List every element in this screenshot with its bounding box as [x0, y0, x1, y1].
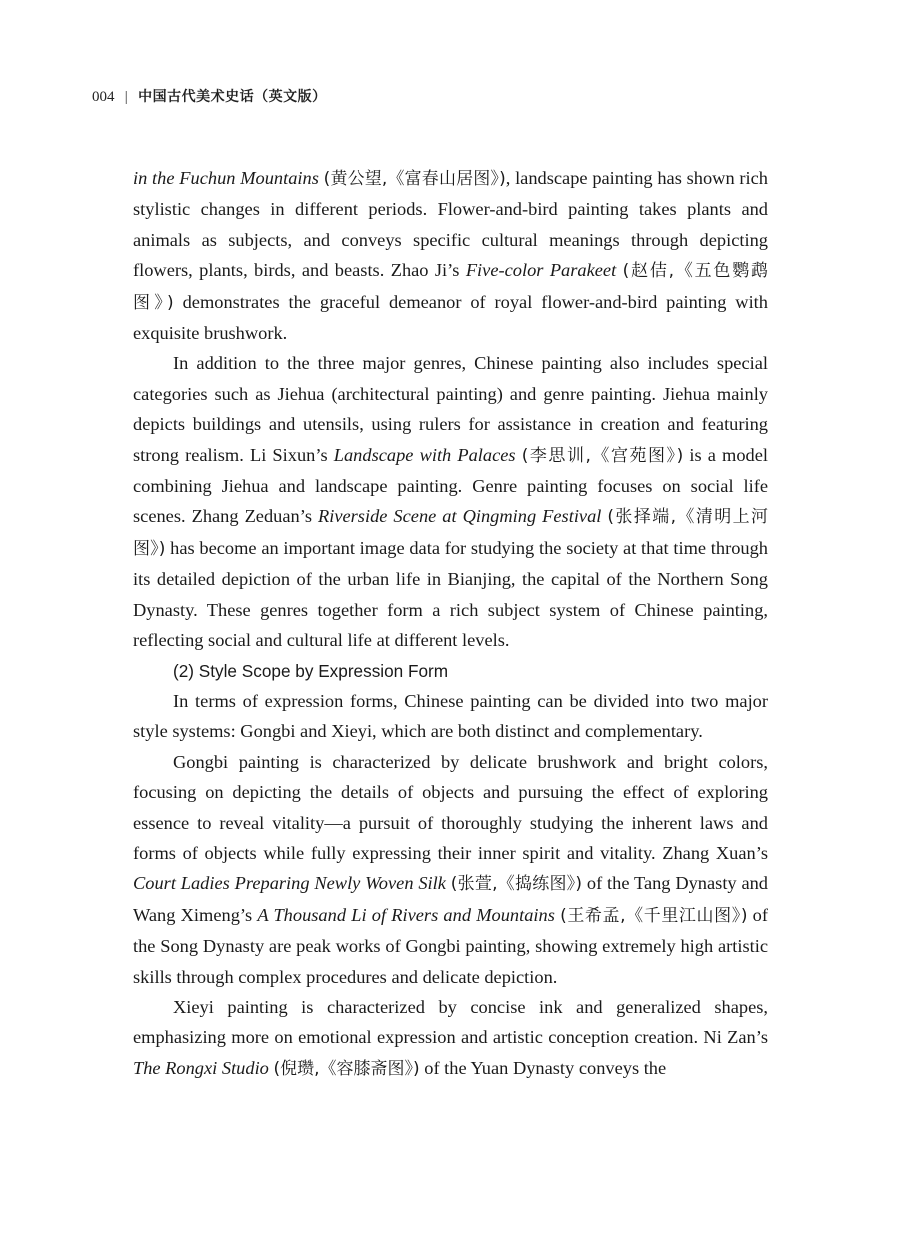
chinese-reference: (倪瓒,《容膝斋图》): [273, 1058, 420, 1079]
paragraph-text: of the Yuan Dynasty conveys the: [419, 1057, 667, 1078]
paragraph-expression-forms: In terms of expression forms, Chinese painting can be divided into two major style systems: Gongbi and Xieyi, which are both distinct and complementary.: [133, 690, 768, 742]
artwork-title: Riverside Scene at Qingming Festival: [317, 506, 602, 527]
book-title: 中国古代美术史话（英文版）: [138, 88, 327, 104]
artwork-title: A Thousand Li of Rivers and Mountains: [257, 904, 555, 925]
chinese-reference: (李思训,《宫苑图》): [521, 445, 684, 466]
paragraph-special-categories: [133, 348, 768, 655]
body-text: [133, 163, 768, 1084]
paragraph-text: Xieyi painting is characterized by concise ink and generalized shapes, emphasizing more on emotional expression and artistic conception creation. Ni Zan’s: [133, 996, 768, 1048]
paragraph-text: has become an important image data for studying the society at that time through its detailed depiction of the urban life in Bianjing, the capital of the Northern Song Dynasty. These genres together form a rich subject system of Chinese painting, reflecting social and cultural life at different levels.: [133, 537, 768, 651]
paragraph-gongbi: [133, 747, 768, 992]
chinese-reference: (赵佶,《五色鹦鹉图》): [133, 261, 768, 313]
paragraph-text: , landscape painting has shown rich stylistic changes in different periods. Flower-and-bird painting takes plants and animals as subjects, and conveys specific cultural meanings through depicting flowers, plants, birds, and beasts. Zhao Ji’s: [133, 168, 768, 281]
paragraph-xieyi: [133, 992, 768, 1084]
artwork-title: Five-color Parakeet: [465, 260, 617, 281]
chinese-reference: (张萱,《捣练图》): [450, 874, 583, 895]
running-header: [92, 86, 327, 106]
paragraph-text: In addition to the three major genres, Chinese painting also includes special categories such as Jiehua (architectural painting) and genre painting. Jiehua mainly depicts buildings and utensils, using rulers for assistance in creation and featuring strong realism. Li Sixun’s: [133, 353, 768, 465]
chinese-reference: (王希孟,《千里江山图》): [560, 905, 748, 926]
paragraph-text: demonstrates the graceful demeanor of royal flower-and-bird painting with exquisite brushwork.: [133, 291, 768, 344]
paragraph-text: is a model combining Jiehua and landscape painting. Genre painting focuses on social life scenes. Zhang Zeduan’s: [133, 444, 768, 527]
section-heading: (2) Style Scope by Expression Form: [173, 660, 449, 681]
page-number: 004: [92, 89, 115, 105]
paragraph-text: of the Song Dynasty are peak works of Gongbi painting, showing extremely high artistic skills through complex procedures and delicate depiction.: [133, 904, 768, 987]
header-divider: |: [124, 88, 129, 104]
artwork-title: in the Fuchun Mountains: [133, 168, 319, 188]
artwork-title: The Rongxi Studio: [133, 1057, 269, 1078]
paragraph-text: Gongbi painting is characterized by delicate brushwork and bright colors, focusing on depicting the details of objects and pursuing the effect of exploring essence to reveal vitality—a pursuit of thoroughly studying the inherent laws and forms of objects while fully expressing their inner spirit and vitality. Zhang Xuan’s: [133, 751, 768, 863]
chinese-reference: (张择端,《清明上河图》): [133, 507, 769, 559]
artwork-title: Court Ladies Preparing Newly Woven Silk: [133, 873, 446, 894]
chinese-reference: (黄公望,《富春山居图》): [323, 169, 506, 189]
paragraph-text: of the Tang Dynasty and Wang Ximeng’s: [133, 873, 769, 925]
artwork-title: Landscape with Palaces: [333, 444, 516, 465]
paragraph-continued: [133, 163, 768, 348]
